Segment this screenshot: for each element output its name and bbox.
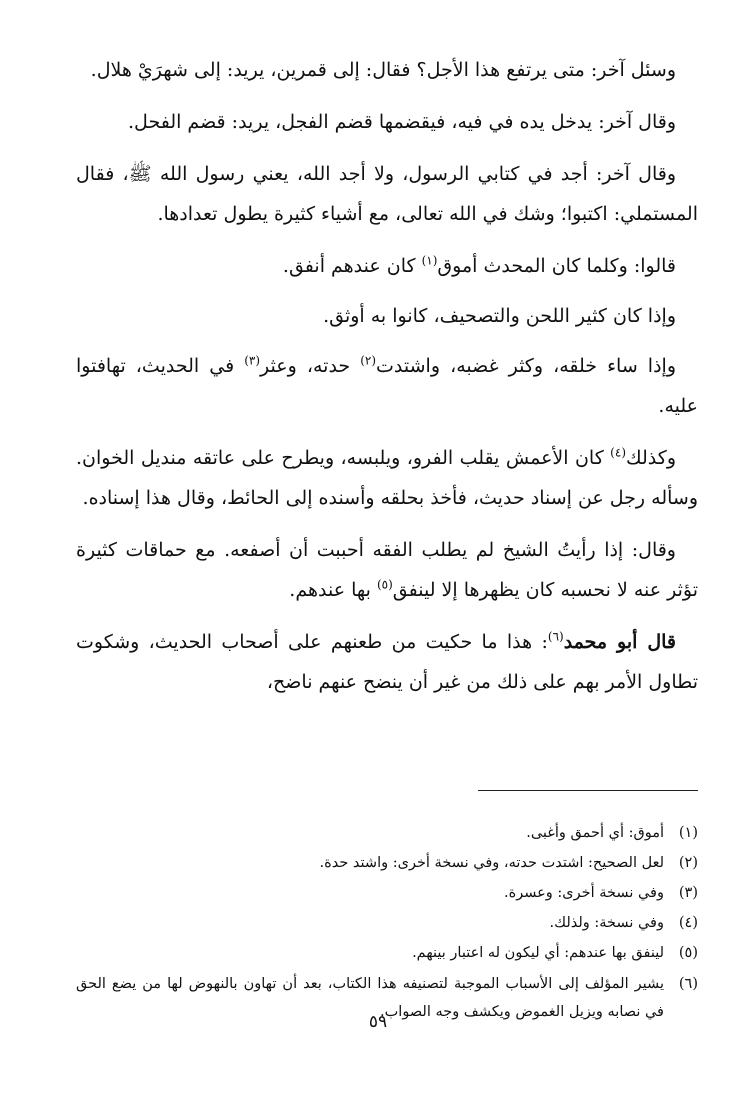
footnote-6-number: (٦) <box>678 976 698 992</box>
footnote-5 <box>76 940 698 966</box>
footnote-ref-3[interactable]: (٣) <box>244 353 261 368</box>
footnote-1-number: (١) <box>678 825 698 841</box>
footnote-2-text: لعل الصحيح: اشتدت حدته، وفي نسخة أخرى: واشتد حدة. <box>319 855 664 871</box>
paragraph-5: وإذا كان كثير اللحن والتصحيف، كانوا به أوثق. <box>323 305 676 327</box>
paragraph-9-bold-author: قال أبو محمد <box>563 631 676 653</box>
footnote-1-text: أموق: أي أحمق وأغبى. <box>526 825 664 841</box>
footnote-3-number: (٣) <box>678 885 698 901</box>
paragraph-8-text-b: بها عندهم. <box>289 579 377 601</box>
footnote-3 <box>76 880 698 906</box>
main-text <box>76 50 698 714</box>
paragraph-9 <box>76 622 698 702</box>
paragraph-6-text-c: في الحديث، تهافتوا عليه. <box>76 355 698 417</box>
footnote-ref-1[interactable]: (١) <box>421 253 438 268</box>
footnote-4 <box>76 910 698 936</box>
paragraph-6-text-a: وإذا ساء خلقه، وكثر غضبه، واشتدت <box>376 355 676 377</box>
footnote-2 <box>76 850 698 876</box>
paragraph-7 <box>76 438 698 518</box>
paragraph-8 <box>76 530 698 610</box>
paragraph-6 <box>76 346 698 426</box>
footnote-ref-4[interactable]: (٤) <box>610 445 626 460</box>
paragraph-4 <box>76 246 698 286</box>
paragraph-1: وسئل آخر: متى يرتفع هذا الأجل؟ فقال: إلى قمرين، يريد: إلى شهرَيْ هلال. <box>90 59 676 81</box>
footnote-4-text: وفي نسخة: ولذلك. <box>549 915 664 931</box>
paragraph-4-text-a: قالوا: وكلما كان المحدث أموق <box>437 255 676 277</box>
footnote-3-text: وفي نسخة أخرى: وعسرة. <box>504 885 664 901</box>
footnote-ref-6[interactable]: (٦) <box>547 629 564 644</box>
footnote-2-number: (٢) <box>678 855 698 871</box>
footnote-5-number: (٥) <box>678 945 698 961</box>
footnote-6-text: يشير المؤلف إلى الأسباب الموجبة لتصنيفه هذا الكتاب، بعد أن تهاون بالنهوض لها من يضع الحق في نصابه ويزيل الغموض ويكشف وجه الصواب. <box>76 976 664 1020</box>
paragraph-8-text-a: وقال: إذا رأيتُ الشيخ لم يطلب الفقه أحببت أن أصفعه. مع حماقات كثيرة تؤثر عنه لا نحسبه كان يظهرها إلا لينفق <box>76 539 698 601</box>
page-number: ٥٩ <box>368 1012 388 1032</box>
paragraph-4-text-b: كان عندهم أنفق. <box>282 255 422 277</box>
footnote-ref-2[interactable]: (٢) <box>360 353 377 368</box>
paragraph-9-text: : هذا ما حكيت من طعنهم على أصحاب الحديث، وشكوت تطاول الأمر بهم على ذلك من غير أن ينضح عنهم ناضح، <box>76 631 698 693</box>
footnote-4-number: (٤) <box>678 915 698 931</box>
footnote-ref-5[interactable]: (٥) <box>376 577 393 592</box>
footnote-1 <box>76 820 698 846</box>
paragraph-7-text-b: كان الأعمش يقلب الفرو، ويلبسه، ويطرح على عاتقه منديل الخوان. وسأله رجل عن إسناد حديث، فأخذ بحلقه وأسنده إلى الحائط، وقال هذا إسناده. <box>76 447 698 509</box>
paragraph-3: وقال آخر: أجد في كتابي الرسول، ولا أجد الله، يعني رسول الله ﷺ، فقال المستملي: اكتبوا؛ وشك في الله تعالى، مع أشياء كثيرة يطول تعدادها. <box>76 163 698 225</box>
paragraph-2: وقال آخر: يدخل يده في فيه، فيقضمها قضم الفجل، يريد: قضم الفحل. <box>128 111 676 133</box>
footnotes-list <box>76 820 698 1030</box>
footnote-5-text: لينفق بها عندهم: أي ليكون له اعتبار بينهم. <box>412 945 664 961</box>
footnote-divider <box>478 790 698 791</box>
paragraph-7-text-a: وكذلك <box>626 447 676 469</box>
paragraph-6-text-b: حدته، وعثر <box>260 355 361 377</box>
